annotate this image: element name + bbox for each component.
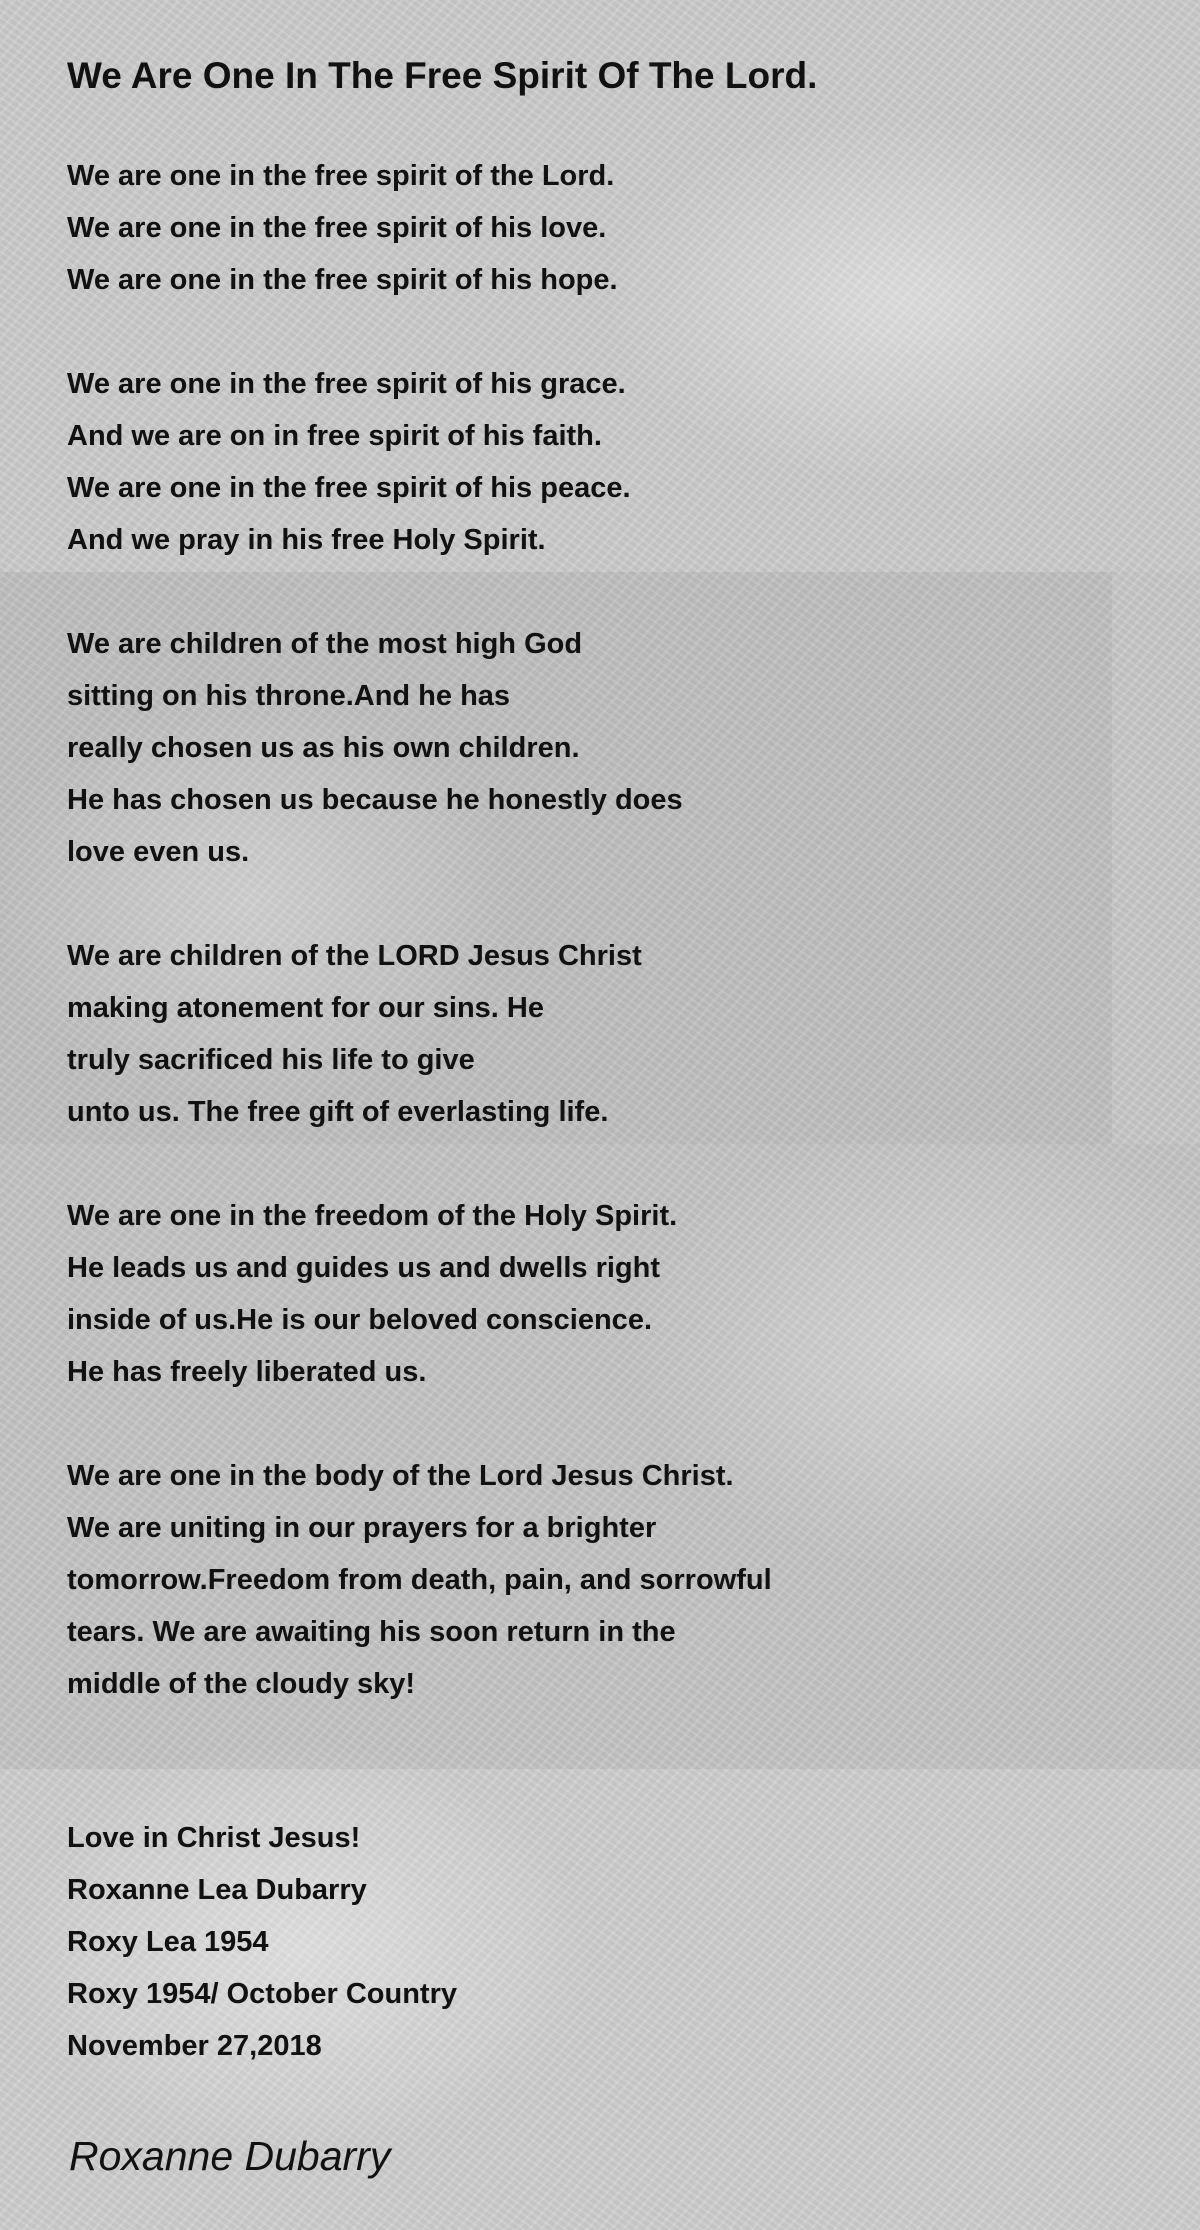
poem-line: inside of us.He is our beloved conscience. (67, 1304, 652, 1336)
stanza (67, 150, 772, 306)
poem-line: We are one in the free spirit of his hope. (67, 264, 618, 296)
poem-line: truly sacrificed his life to give (67, 1044, 475, 1076)
poem-line: We are one in the free spirit of his love. (67, 212, 607, 244)
poem-line: We are children of the LORD Jesus Christ (67, 940, 642, 972)
poem-line: unto us. The free gift of everlasting life. (67, 1096, 609, 1128)
stanza (67, 618, 772, 878)
poem-body (67, 150, 772, 1762)
signoff-line: Roxy 1954/ October Country (67, 1978, 457, 2010)
signoff-line: November 27,2018 (67, 2030, 322, 2062)
stanza (67, 1450, 772, 1710)
poem-line: We are one in the free spirit of his peace. (67, 472, 631, 504)
poem-line: middle of the cloudy sky! (67, 1668, 416, 1700)
signoff-line: Love in Christ Jesus! (67, 1822, 361, 1854)
poem-line: love even us. (67, 836, 250, 868)
stanza (67, 930, 772, 1138)
poem-signoff (67, 1812, 457, 2072)
poem-line: We are one in the free spirit of the Lord. (67, 160, 615, 192)
poem-line: sitting on his throne.And he has (67, 680, 511, 712)
poem-line: tears. We are awaiting his soon return in the (67, 1616, 676, 1648)
poem-line: He has chosen us because he honestly does (67, 784, 683, 816)
signoff-line: Roxanne Lea Dubarry (67, 1874, 367, 1906)
stanza (67, 358, 772, 566)
poem-line: He leads us and guides us and dwells right (67, 1252, 661, 1284)
poem-line: We are one in the free spirit of his grace. (67, 368, 626, 400)
poem-line: He has freely liberated us. (67, 1356, 427, 1388)
signoff-line: Roxy Lea 1954 (67, 1926, 269, 1958)
poem-line: And we pray in his free Holy Spirit. (67, 524, 546, 556)
poem-line: We are uniting in our prayers for a brighter (67, 1512, 657, 1544)
poem-line: And we are on in free spirit of his faith. (67, 420, 602, 452)
poem-line: We are children of the most high God (67, 628, 583, 660)
poem-title: We Are One In The Free Spirit Of The Lord. (67, 55, 818, 96)
poem-line: We are one in the body of the Lord Jesus Christ. (67, 1460, 734, 1492)
author-name: Roxanne Dubarry (69, 2133, 391, 2179)
poem-line: tomorrow.Freedom from death, pain, and sorrowful (67, 1564, 772, 1596)
poem-line: really chosen us as his own children. (67, 732, 580, 764)
poem-line: We are one in the freedom of the Holy Spirit. (67, 1200, 678, 1232)
stanza (67, 1190, 772, 1398)
poem-line: making atonement for our sins. He (67, 992, 544, 1024)
